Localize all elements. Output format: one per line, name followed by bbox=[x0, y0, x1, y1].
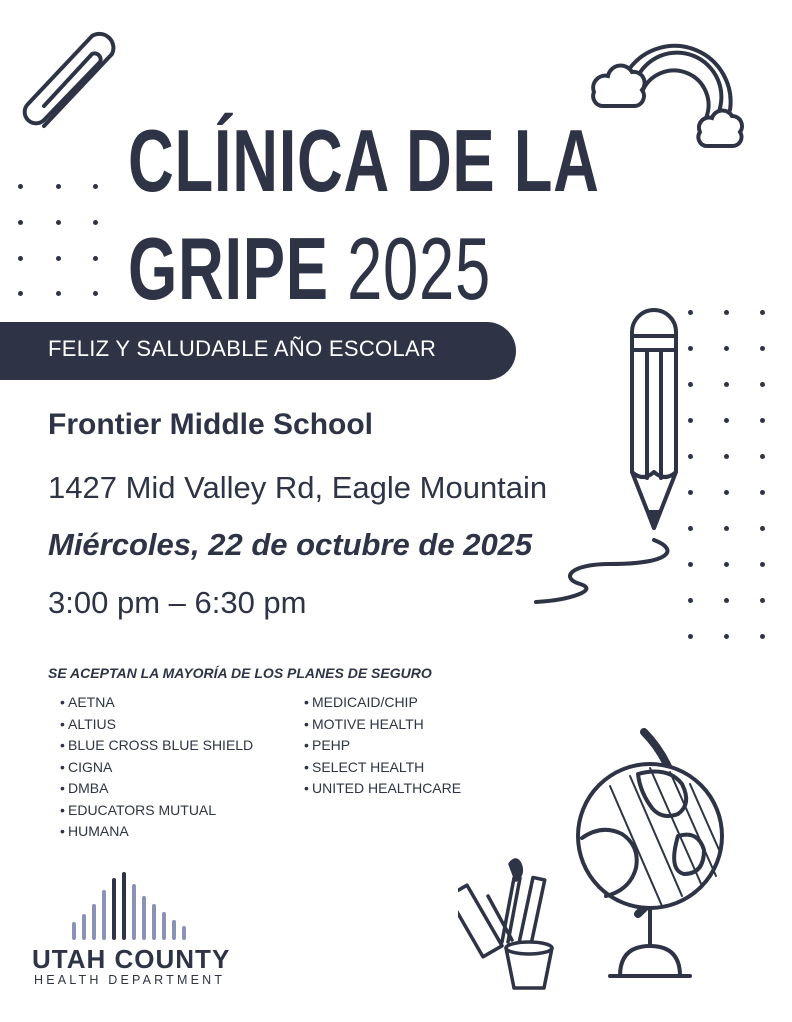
list-item: • SELECT HEALTH bbox=[296, 757, 461, 779]
logo-department: HEALTH DEPARTMENT bbox=[34, 973, 226, 987]
rainbow-icon bbox=[580, 34, 750, 164]
school-address: 1427 Mid Valley Rd, Eagle Mountain bbox=[48, 470, 548, 505]
globe-icon bbox=[570, 726, 770, 986]
list-item: • MOTIVE HEALTH bbox=[296, 714, 461, 736]
pencil-icon bbox=[530, 302, 680, 612]
list-item: • ALTIUS bbox=[52, 714, 253, 736]
insurance-heading: SE ACEPTAN LA MAYORÍA DE LOS PLANES DE SEGURO bbox=[48, 665, 432, 681]
list-item: • AETNA bbox=[52, 692, 253, 714]
list-item: • HUMANA bbox=[52, 821, 253, 843]
list-item: • DMBA bbox=[52, 778, 253, 800]
list-item: • UNITED HEALTHCARE bbox=[296, 778, 461, 800]
banner-text: FELIZ Y SALUDABLE AÑO ESCOLAR bbox=[48, 336, 437, 361]
title-line-1: CLÍNICA DE LA bbox=[128, 111, 600, 210]
list-item: • BLUE CROSS BLUE SHIELD bbox=[52, 735, 253, 757]
list-item: • EDUCATORS MUTUAL bbox=[52, 800, 253, 822]
school-name: Frontier Middle School bbox=[48, 408, 374, 441]
paperclip-icon bbox=[14, 30, 134, 140]
title-year: 2025 bbox=[347, 219, 491, 318]
list-item: • PEHP bbox=[296, 735, 461, 757]
list-item: • CIGNA bbox=[52, 757, 253, 779]
title-line-2 bbox=[128, 218, 491, 320]
pencil-cup-icon bbox=[458, 856, 558, 996]
logo-bars-icon bbox=[70, 870, 190, 944]
list-item: • MEDICAID/CHIP bbox=[296, 692, 461, 714]
event-date: Miércoles, 22 de octubre de 2025 bbox=[48, 527, 533, 562]
logo-name: UTAH COUNTY bbox=[32, 944, 231, 974]
title-word-gripe: GRIPE bbox=[128, 219, 329, 318]
insurance-list-column-1 bbox=[52, 692, 253, 843]
event-time: 3:00 pm – 6:30 pm bbox=[48, 585, 307, 620]
insurance-list-column-2 bbox=[296, 692, 461, 800]
